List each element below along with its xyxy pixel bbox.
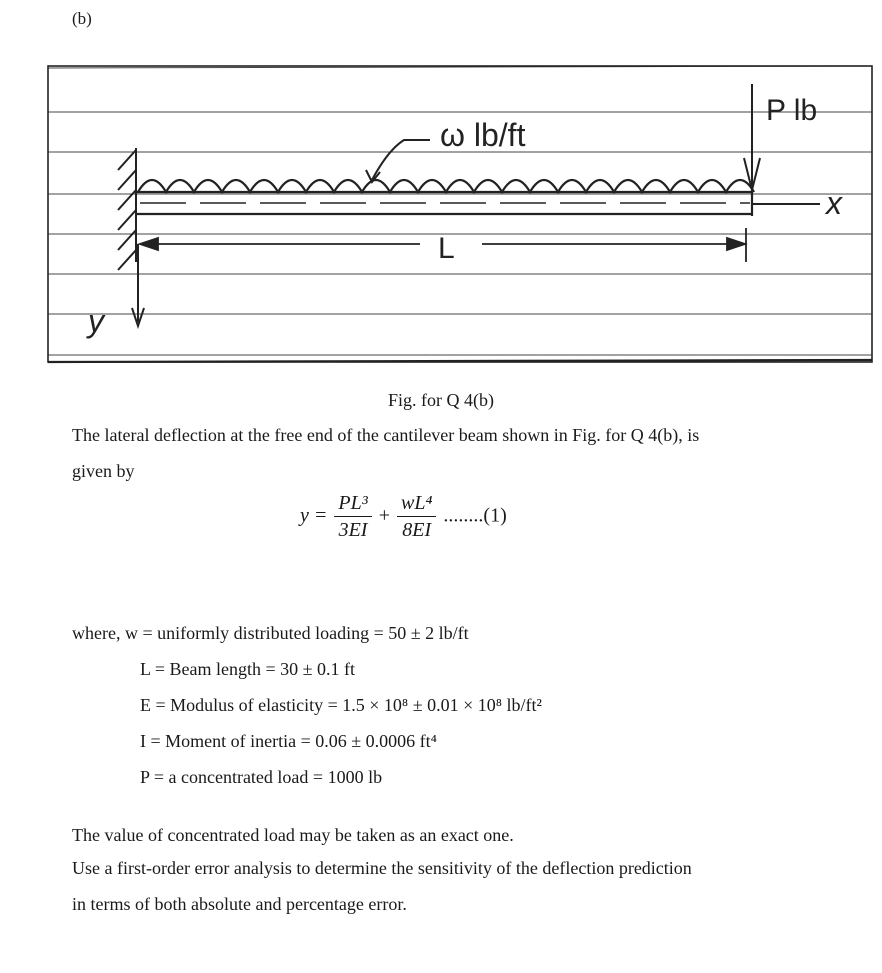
deflection-equation [300, 492, 507, 542]
y-axis-label: y [88, 303, 104, 339]
point-load-arrow [744, 84, 760, 190]
definition-I: I = Moment of inertia = 0.06 ± 0.0006 ft⁴ [140, 731, 437, 751]
beam-figure [0, 0, 882, 380]
definition-P: P = a concentrated load = 1000 lb [140, 767, 383, 787]
equation-term-2 [397, 492, 436, 542]
x-axis-label: x [826, 185, 842, 221]
point-load-label: P lb [766, 94, 818, 127]
term-2-numerator: wL⁴ [397, 492, 436, 517]
definition-w: where, w = uniformly distributed loading = 50 ± 2 lb/ft [72, 623, 469, 643]
intro-text-line-1: The lateral deflection at the free end of the cantilever beam shown in Fig. for Q 4(b), is [72, 425, 700, 445]
term-2-denominator: 8EI [402, 519, 432, 541]
closing-line-3: in terms of both absolute and percentage error. [72, 894, 407, 914]
equation-lhs: y = [300, 504, 328, 527]
definitions-list [72, 615, 542, 795]
term-1-denominator: 3EI [338, 519, 368, 541]
term-1-numerator: PL³ [334, 492, 371, 517]
definition-L: L = Beam length = 30 ± 0.1 ft [140, 659, 355, 679]
length-label: L [438, 232, 455, 265]
equation-term-1 [334, 492, 371, 542]
definition-E: E = Modulus of elasticity = 1.5 × 10⁸ ± 0.01 × 10⁸ lb/ft² [140, 695, 542, 715]
y-axis [132, 244, 144, 326]
intro-text-line-2: given by [72, 461, 135, 481]
figure-caption: Fig. for Q 4(b) [388, 390, 494, 410]
closing-line-1: The value of concentrated load may be taken as an exact one. [72, 825, 514, 845]
part-label: (b) [72, 9, 92, 28]
equation-tag: ........(1) [443, 504, 507, 527]
closing-line-2: Use a first-order error analysis to determine the sensitivity of the deflection prediction [72, 858, 692, 878]
distributed-load [138, 180, 754, 192]
equation-plus: + [378, 504, 390, 527]
load-leader-line [372, 140, 430, 180]
fixed-wall [118, 148, 136, 270]
closing-text [72, 820, 692, 922]
distributed-load-label: ω lb/ft [440, 117, 526, 153]
